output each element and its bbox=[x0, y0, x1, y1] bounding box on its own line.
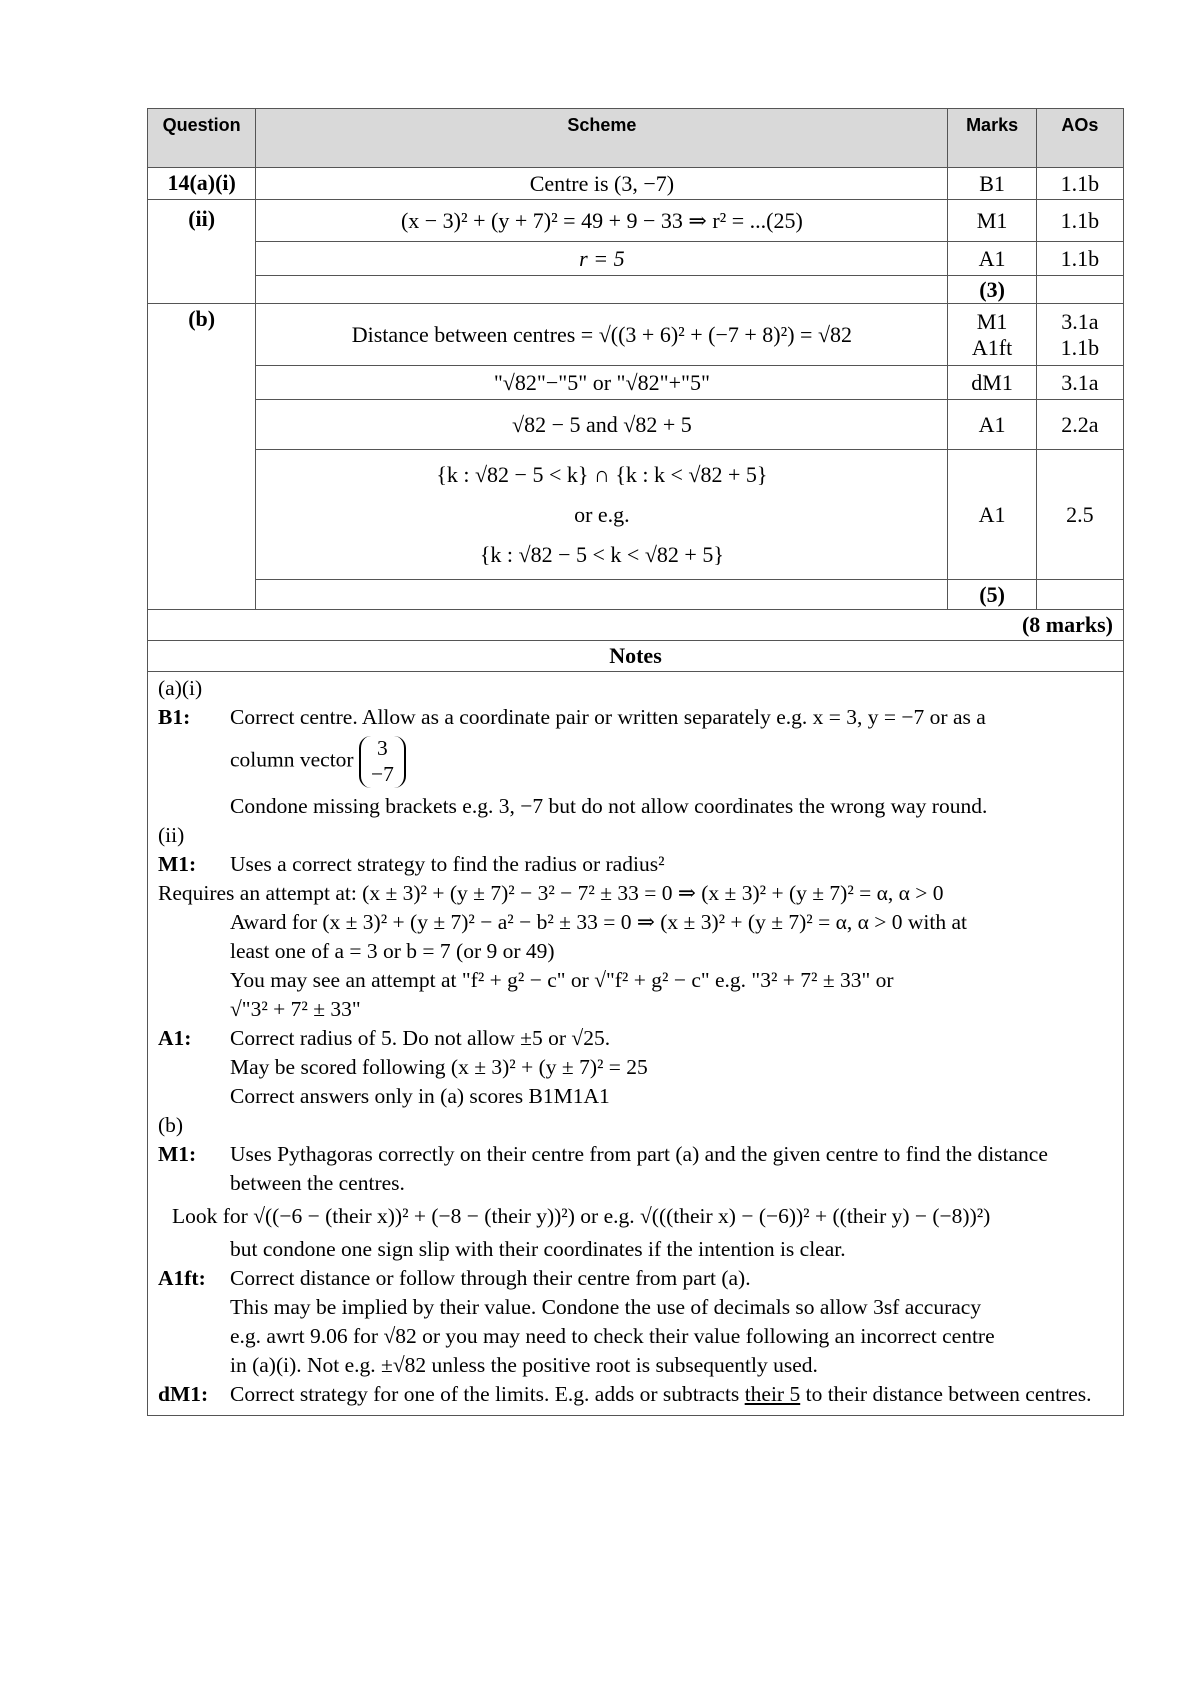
notes-body bbox=[148, 672, 1124, 1416]
question-cell bbox=[148, 276, 256, 304]
question-cell: (b) bbox=[148, 304, 256, 366]
underlined-text: their 5 bbox=[744, 1381, 801, 1406]
subtotal-cell: (5) bbox=[948, 580, 1036, 610]
note-text: e.g. awrt 9.06 for √82 or you may need to check their value following an incorrect centre bbox=[230, 1323, 995, 1348]
scheme-cell: r = 5 bbox=[256, 242, 948, 276]
scheme-cell: √82 − 5 and √82 + 5 bbox=[256, 400, 948, 450]
note-label: dM1: bbox=[158, 1381, 209, 1406]
question-cell bbox=[148, 580, 256, 610]
part-label: (a)(i) bbox=[158, 676, 203, 700]
part-label: (ii) bbox=[158, 822, 185, 847]
note-label: B1: bbox=[158, 705, 191, 730]
table-row bbox=[148, 304, 1124, 366]
note-text-part: to their distance between centres. bbox=[800, 1381, 1092, 1406]
mark-line: M1 bbox=[976, 308, 1008, 334]
subtotal-cell: (3) bbox=[948, 276, 1036, 304]
question-cell bbox=[148, 400, 256, 450]
table-row bbox=[148, 200, 1124, 242]
note-text: √"3² + 7² ± 33" bbox=[230, 996, 361, 1021]
note-dm1 bbox=[158, 1380, 1113, 1409]
table-row bbox=[148, 168, 1124, 200]
table-row bbox=[148, 400, 1124, 450]
scheme-cell bbox=[256, 580, 948, 610]
mark-cell: B1 bbox=[948, 168, 1036, 200]
note-text: in (a)(i). Not e.g. ±√82 unless the positive root is subsequently used. bbox=[230, 1352, 818, 1377]
note-text: Requires an attempt at: (x ± 3)² + (y ± 7)² − 3² − 7² ± 33 = 0 ⇒ (x ± 3)² + (y ± 7)² = α, α > 0 bbox=[158, 880, 944, 905]
question-cell bbox=[148, 242, 256, 276]
mark-cell: M1 bbox=[948, 200, 1036, 242]
table-row bbox=[148, 242, 1124, 276]
scheme-cell: Centre is (3, −7) bbox=[256, 168, 948, 200]
note-text: least one of a = 3 or b = 7 (or 9 or 49) bbox=[230, 938, 555, 963]
note-text: Uses a correct strategy to find the radius or radius² bbox=[230, 851, 665, 876]
mark-cell: A1 bbox=[948, 242, 1036, 276]
table-row bbox=[148, 276, 1124, 304]
table-row bbox=[148, 450, 1124, 580]
question-cell bbox=[148, 450, 256, 580]
note-m1 bbox=[158, 850, 1113, 879]
ao-cell: 3.1a bbox=[1036, 366, 1123, 400]
total-marks: (8 marks) bbox=[148, 610, 1124, 641]
note-text: Correct radius of 5. Do not allow ±5 or √25. bbox=[230, 1025, 611, 1050]
set-notation: {k : √82 − 5 < k} ∩ {k : k < √82 + 5} bbox=[436, 461, 768, 487]
note-text: Award for (x ± 3)² + (y ± 7)² − a² − b² ± 33 = 0 ⇒ (x ± 3)² + (y ± 7)² = α, α > 0 with at bbox=[230, 909, 968, 934]
ao-cell: 1.1b bbox=[1036, 242, 1123, 276]
note-text: May be scored following (x ± 3)² + (y ± 7)² = 25 bbox=[230, 1054, 648, 1079]
note-a1ft bbox=[158, 1264, 1113, 1293]
ao-cell: 2.2a bbox=[1036, 400, 1123, 450]
question-cell: (ii) bbox=[148, 200, 256, 242]
mark-cell: A1 bbox=[948, 450, 1036, 580]
note-label: M1: bbox=[158, 851, 197, 876]
note-text-part: Correct strategy for one of the limits. E.g. adds or subtracts bbox=[230, 1381, 745, 1406]
ao-cell: 2.5 bbox=[1036, 450, 1123, 580]
table-row bbox=[148, 580, 1124, 610]
note-vector bbox=[158, 736, 1113, 788]
note-text: column vector bbox=[230, 747, 354, 772]
note-a1 bbox=[158, 1024, 1113, 1053]
ao-cell: 1.1b bbox=[1036, 168, 1123, 200]
note-text: You may see an attempt at "f² + g² − c" or √"f² + g² − c" e.g. "3² + 7² ± 33" or bbox=[230, 967, 894, 992]
note-text: but condone one sign slip with their coordinates if the intention is clear. bbox=[230, 1236, 846, 1261]
note-text: Uses Pythagoras correctly on their centre from part (a) and the given centre to find the distance between the centres. bbox=[230, 1141, 1048, 1195]
note-text: Look for √((−6 − (their x))² + (−8 − (their y))²) or e.g. √(((their x) − (−6))² + ((their y) − (−8))²) bbox=[172, 1203, 991, 1228]
ao-cell bbox=[1036, 580, 1123, 610]
mark-scheme-page bbox=[147, 108, 1124, 1416]
note-text: This may be implied by their value. Condone the use of decimals so allow 3sf accuracy bbox=[230, 1294, 982, 1319]
total-row bbox=[148, 610, 1124, 641]
header-scheme: Scheme bbox=[256, 109, 948, 168]
mark-cell bbox=[948, 304, 1036, 366]
header-aos: AOs bbox=[1036, 109, 1123, 168]
question-cell bbox=[148, 366, 256, 400]
note-text: Correct centre. Allow as a coordinate pair or written separately e.g. x = 3, y = −7 or as a bbox=[230, 705, 986, 730]
table-row bbox=[148, 366, 1124, 400]
column-vector bbox=[359, 736, 406, 788]
ao-cell bbox=[1036, 276, 1123, 304]
note-label: A1: bbox=[158, 1025, 192, 1050]
scheme-cell bbox=[256, 276, 948, 304]
set-notation: {k : √82 − 5 < k < √82 + 5} bbox=[479, 541, 724, 567]
notes-header-row bbox=[148, 641, 1124, 672]
note-text: Correct distance or follow through their centre from part (a). bbox=[230, 1265, 751, 1290]
ao-cell bbox=[1036, 304, 1123, 366]
note-b1 bbox=[158, 703, 1113, 732]
note-label: A1ft: bbox=[158, 1265, 206, 1290]
header-question: Question bbox=[148, 109, 256, 168]
ao-line: 1.1b bbox=[1060, 334, 1100, 360]
scheme-cell: Distance between centres = √((3 + 6)² + (−7 + 8)²) = √82 bbox=[256, 304, 948, 366]
or-eg-text: or e.g. bbox=[574, 501, 630, 527]
vector-bottom: −7 bbox=[370, 761, 394, 786]
note-text bbox=[230, 1380, 1092, 1409]
ao-cell: 1.1b bbox=[1036, 200, 1123, 242]
part-label: (b) bbox=[158, 1112, 184, 1137]
note-text: Correct answers only in (a) scores B1M1A1 bbox=[230, 1083, 610, 1108]
header-marks: Marks bbox=[948, 109, 1036, 168]
note-bm1 bbox=[158, 1140, 1113, 1198]
scheme-cell bbox=[256, 450, 948, 580]
scheme-cell: "√82"−"5" or "√82"+"5" bbox=[256, 366, 948, 400]
notes-title: Notes bbox=[148, 641, 1124, 672]
note-label: M1: bbox=[158, 1141, 197, 1166]
mark-cell: dM1 bbox=[948, 366, 1036, 400]
question-cell: 14(a)(i) bbox=[148, 168, 256, 200]
mark-scheme-table bbox=[147, 108, 1124, 1416]
mark-cell: A1 bbox=[948, 400, 1036, 450]
header-row bbox=[148, 109, 1124, 168]
note-text: Condone missing brackets e.g. 3, −7 but do not allow coordinates the wrong way round. bbox=[230, 793, 988, 818]
notes-row bbox=[148, 672, 1124, 1416]
ao-line: 3.1a bbox=[1061, 308, 1099, 334]
vector-top: 3 bbox=[377, 736, 388, 761]
mark-line: A1ft bbox=[971, 334, 1013, 360]
scheme-cell: (x − 3)² + (y + 7)² = 49 + 9 − 33 ⇒ r² = ...(25) bbox=[256, 200, 948, 242]
